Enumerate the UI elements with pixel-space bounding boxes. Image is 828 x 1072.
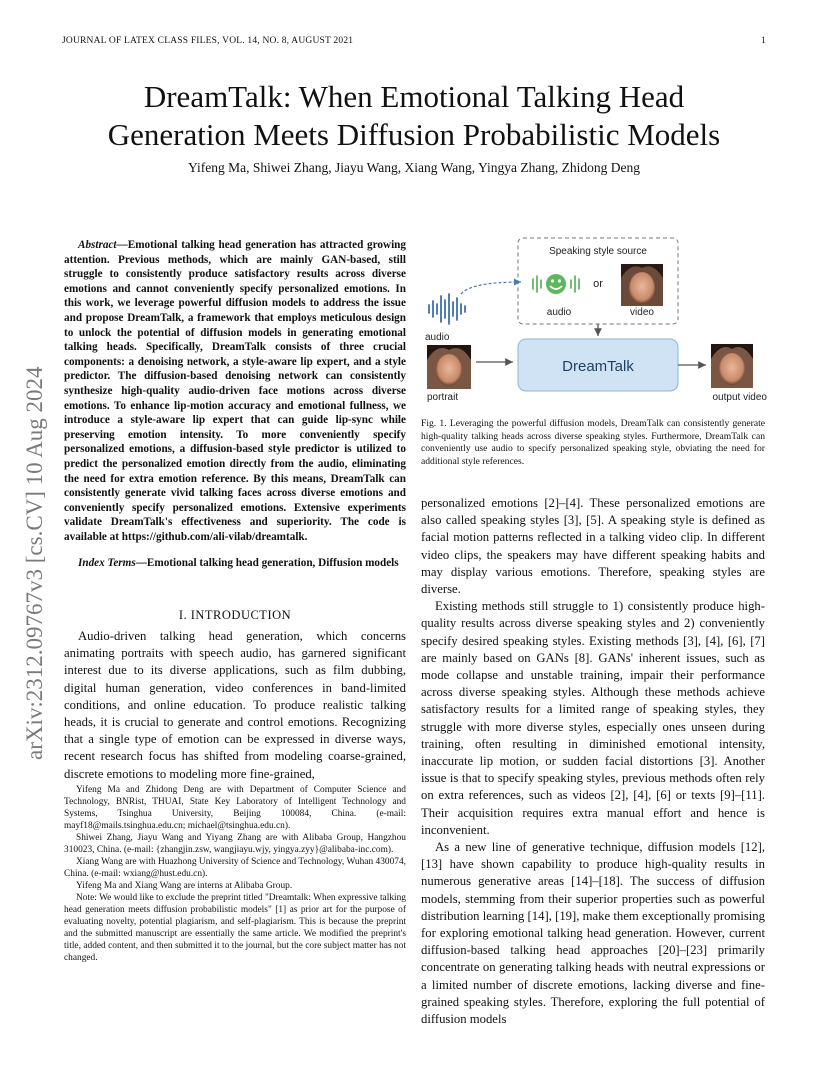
abstract-text: —Emotional talking head generation has attracted growing attention. Previous methods, which are mainly GAN-based, still struggle to consistently produce satisfactory results across diverse emotions and cannot conveniently specify personalized emotions. In this work, we leverage powerful diffusion models to address the issue and propose DreamTalk, a framework that employs meticulous design to unlock the potential of diffusion models in generating emotional talking heads. Specifically, DreamTalk consists of three crucial components: a denoising network, a style-aware lip expert, and a style predictor. The diffusion-based denoising network can consistently synthesize high-quality audio-driven face motions across diverse emotions. To enhance lip-motion accuracy and emotional fullness, we introduce a style-aware lip expert that can guide lip-sync while preserving emotion intensity. To more conveniently specify personalized emotions, a diffusion-based style predictor is utilized to predict the personalized emotion directly from the audio, eliminating the need for extra emotion reference. By this means, DreamTalk can consistently generate vivid talking faces across diverse emotions and conveniently specify personalized emotions. Extensive experiments validate DreamTalk's effectiveness and superiority. The code is available at https://github.com/ali-vilab/dreamtalk. (64, 239, 406, 543)
body-paragraph: Existing methods still struggle to 1) consistently produce high-quality results across diverse speaking styles and 2) conveniently specify desired speaking styles. Existing methods [3], [4], [6], [7] are mainly based on GANs [8]. GANs' inherent issues, such as mode collapse and unstable training, impair their performance across diverse speaking styles. Although these methods achieve satisfactory results for a limited range of speaking styles, they struggle with more diverse styles, especially ones unseen during training, often resulting in diminished emotional intensity, inaccurate lip motion, or sudden facial distortions [3]. Another issue is that to specify speaking styles, previous methods often rely on extra references, such as videos [2], [4], [6] or texts [9]–[11]. Their acquisition requires extra manual effort and hence is inconvenient. (421, 599, 765, 837)
style-video-label: video (630, 307, 654, 318)
title-line-2: Generation Meets Diffusion Probabilistic Models (107, 117, 721, 152)
intro-paragraph (64, 628, 406, 783)
abstract (64, 238, 406, 544)
running-header (62, 36, 766, 46)
output-video-image (711, 344, 753, 388)
footnote: Note: We would like to exclude the preprint titled "Dreamtalk: When expressive talking head generation meets diffusion probabilistic models" [1] as prior art for the purpose of evaluating novelty, potential plagiarism, and self-plagiarism. This is because the preprint and the submitted manuscript are essentially the same article. We modified the preprint's title, added content, and then submitted it to the journal, but the core subject matter has not changed. (64, 893, 406, 963)
journal-name: JOURNAL OF LATEX CLASS FILES, VOL. 14, NO. 8, AUGUST 2021 (62, 36, 354, 46)
abstract-label: Abstract (78, 239, 117, 251)
index-terms-label: Index Terms (78, 557, 136, 569)
body-paragraph: As a new line of generative technique, diffusion models [12], [13] have shown capability to produce high-quality results in numerous generative areas [14]–[18]. The success of diffusion models, stemming from their superior properties such as powerful distribution learning [14], [19], make them exceptionally promising for exploring emotional talking head generation. However, current diffusion-based talking head approaches [20]–[23] primarily concentrate on generating talking heads with neutral expressions or a limited number of discrete emotions, lacking diverse and fine-grained speaking styles. Therefore, exploring the full potential of diffusion models (421, 840, 765, 1027)
smiley-icon (546, 274, 566, 294)
audio-label: audio (425, 332, 450, 343)
figure-1 (421, 232, 769, 410)
footnote: Xiang Wang are with Huazhong University of Science and Technology, Wuhan 430074, China. (e-mail: wxiang@hust.edu.cn). (64, 857, 406, 879)
style-source-label: Speaking style source (549, 246, 647, 257)
paper-title (40, 78, 788, 154)
section-heading-introduction: I. INTRODUCTION (178, 608, 292, 622)
portrait-label: portrait (427, 392, 459, 403)
style-audio-label: audio (546, 307, 572, 318)
footnote: Yifeng Ma and Zhidong Deng are with Department of Computer Science and Technology, BNRist, THUAI, State Key Laboratory of Intelligent Technology and Systems, Tsinghua University, Beijing 100084, China. (e-mail: mayf18@mails.tsinghua.edu.cn; michael@tsinghua.edu.cn). (64, 785, 406, 831)
video-face-image (621, 264, 663, 306)
footnote: Yifeng Ma and Xiang Wang are interns at Alibaba Group. (76, 881, 293, 891)
waveform-icon (571, 276, 579, 292)
portrait-image (427, 345, 471, 389)
title-line-1: DreamTalk: When Emotional Talking Head (143, 79, 685, 114)
body-paragraph: personalized emotions [2]–[4]. These personalized emotions are also called speaking styles [3], [5]. A speaking style is defined as facial motion patterns reflected in a talking video clip. In different video clips, the speakers may have different speaking habits and may display various emotions. Therefore, speaking styles are diverse. (421, 496, 765, 597)
right-column-body (421, 495, 765, 1028)
intro-text: Audio-driven talking head generation, which concerns animating portraits with speech audio, has garnered significant interest due to its diverse applications, such as film dubbing, digital human generation, video conferences in band-limited conditions, and online education. To produce realistic talking heads, it is crucial to generate and control emotions. Recognizing that a single type of emotion can be expressed in diverse ways, recent research focus has shifted from modeling coarse-grained, discrete emotions to modeling more fine-grained, (64, 629, 406, 781)
index-terms-text: —Emotional talking head generation, Diffusion models (135, 557, 399, 569)
figure-1-diagram (421, 232, 769, 410)
audio-waveform-icon (429, 294, 465, 324)
dreamtalk-label: DreamTalk (562, 358, 634, 375)
waveform-icon (533, 276, 541, 292)
output-video-label: output video (712, 392, 767, 403)
arxiv-stamp: arXiv:2312.09767v3 [cs.CV] 10 Aug 2024 (22, 366, 47, 760)
index-terms (64, 556, 406, 571)
author-list: Yifeng Ma, Shiwei Zhang, Jiayu Wang, Xiang Wang, Yingya Zhang, Zhidong Deng (187, 160, 640, 175)
page-number: 1 (761, 36, 766, 46)
footnotes (64, 784, 406, 964)
footnote: Shiwei Zhang, Jiayu Wang and Yiyang Zhang are with Alibaba Group, Hangzhou 310023, China. (e-mail: {zhangjin.zsw, wangjiayu.wjy, yingya.zyy}@alibaba-inc.com). (64, 833, 406, 855)
or-label: or (593, 278, 603, 290)
figure-caption: Fig. 1. Leveraging the powerful diffusion models, DreamTalk can consistently generate high-quality talking heads across diverse speaking styles. Furthermore, DreamTalk can conveniently use audio to specify personalized speaking style, obviating the need for additional style references. (421, 418, 765, 467)
audio-to-style-arrow (461, 282, 521, 294)
